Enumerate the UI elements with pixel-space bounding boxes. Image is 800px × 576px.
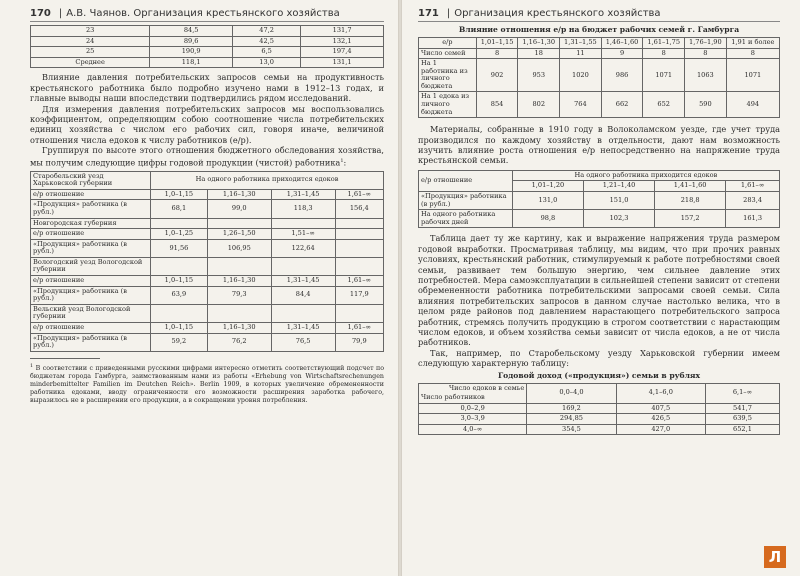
column-header: 6,1–∞	[705, 383, 779, 403]
empty-cell	[335, 304, 383, 322]
region-label: Новгородская губерния	[31, 218, 151, 229]
row-label: е/р отношение	[31, 189, 151, 200]
table-row	[31, 47, 384, 58]
table-cell: 84,5	[150, 26, 233, 37]
table-cell: 1,61–∞	[335, 276, 383, 287]
empty-cell	[271, 304, 335, 322]
left-page-number: 170	[30, 8, 51, 19]
table-cell: 118,1	[150, 57, 233, 68]
production-table	[30, 171, 384, 352]
table-cell: 151,0	[583, 191, 654, 209]
table-row	[31, 36, 384, 47]
empty-cell	[271, 257, 335, 275]
table-cell: 76,2	[207, 333, 271, 351]
table-row	[419, 414, 780, 425]
table-cell: 76,5	[271, 333, 335, 351]
table-cell: 662	[601, 92, 643, 118]
table-row	[419, 424, 780, 435]
table-row	[419, 191, 780, 209]
product-row	[31, 333, 384, 351]
table-cell: 84,4	[271, 286, 335, 304]
hamburg-table	[418, 37, 780, 118]
table-cell: 59,2	[151, 333, 208, 351]
column-header: 1,61–∞	[726, 181, 780, 192]
corner-top-label: Число едоков в семье	[449, 383, 525, 392]
table-header-row	[419, 38, 780, 49]
product-row	[31, 200, 384, 218]
row-label: е/р отношение	[419, 170, 513, 191]
table-corner	[31, 171, 151, 189]
right-book-title: Организация крестьянского хозяйства	[454, 8, 661, 19]
table-cell: 427,0	[616, 424, 705, 435]
table-row	[31, 26, 384, 37]
empty-cell	[207, 218, 271, 229]
table-cell: 11	[560, 48, 602, 59]
table-cell: 1063	[685, 59, 727, 92]
empty-cell	[271, 218, 335, 229]
volokolamsk-table	[418, 170, 780, 228]
column-header: 1,91 и более	[726, 38, 779, 49]
table-cell: 1,31–1,45	[271, 276, 335, 287]
table-cell: 63,9	[151, 286, 208, 304]
table-cell: 1,0–1,25	[151, 229, 208, 240]
table-cell: 1,61–∞	[335, 322, 383, 333]
table-cell: 169,2	[527, 403, 616, 414]
table-row	[419, 92, 780, 118]
table-cell: 1,16–1,30	[207, 276, 271, 287]
right-paragraph-3: Так, например, по Старобельскому уезду Харьковской губернии имеем следующую характерную таблицу:	[418, 347, 780, 369]
table-header-row	[419, 170, 780, 181]
table-cell: 9	[601, 48, 643, 59]
table-cell: 91,56	[151, 239, 208, 257]
table-cell: 407,5	[616, 403, 705, 414]
empty-cell	[335, 257, 383, 275]
left-running-header: 170 | А.В. Чаянов. Организация крестьянского хозяйства	[30, 8, 384, 22]
table-cell: 131,7	[301, 26, 384, 37]
footnote	[30, 362, 384, 406]
table-cell: 652,1	[705, 424, 779, 435]
left-book-title: Организация крестьянского хозяйства	[133, 8, 340, 19]
table-cell: 294,85	[527, 414, 616, 425]
table-corner	[419, 383, 527, 403]
column-header: 1,31–1,55	[560, 38, 602, 49]
product-row	[31, 286, 384, 304]
income-table	[418, 383, 780, 436]
table-cell: 639,5	[705, 414, 779, 425]
row-label: «Продукция» работника (в рубл.)	[31, 333, 151, 351]
table-header-row	[31, 171, 384, 189]
table-cell: 8	[476, 48, 518, 59]
footnote-rule	[30, 358, 100, 359]
table-cell: 1,0–1,15	[151, 322, 208, 333]
table-cell: 98,8	[512, 210, 583, 228]
table-cell: 1071	[643, 59, 685, 92]
empty-cell	[151, 257, 208, 275]
column-header: 1,16–1,30	[518, 38, 560, 49]
table-cell: 13,0	[233, 57, 301, 68]
table-cell: 902	[476, 59, 518, 92]
row-label: Число семей	[419, 48, 477, 59]
left-paragraph-2: Для измерения давления потребительских запросов мы воспользовались коэффициентом, определяющим собою соотношение числа потребительских единиц хозяйства с числом его рабочих сил, говоря иначе, величиной отношения числа едоков к числу работников (е/р).	[30, 103, 384, 145]
table-cell: 131,0	[512, 191, 583, 209]
table-cell: 986	[601, 59, 643, 92]
empty-cell	[151, 304, 208, 322]
table-cell: 89,6	[150, 36, 233, 47]
column-header: 1,21–1,40	[583, 181, 654, 192]
table-cell: 1,0–1,15	[151, 276, 208, 287]
region-row	[31, 218, 384, 229]
table-cell: 190,9	[150, 47, 233, 58]
column-header: 1,61–1,75	[643, 38, 685, 49]
table-cell: 1,16–1,30	[207, 189, 271, 200]
table-cell: 102,3	[583, 210, 654, 228]
table-cell: 23	[31, 26, 150, 37]
ratio-row	[31, 189, 384, 200]
table-cell: 47,2	[233, 26, 301, 37]
table-cell: 494	[726, 92, 779, 118]
column-header: 1,76–1,90	[685, 38, 727, 49]
table-cell: 68,1	[151, 200, 208, 218]
table-cell: 156,4	[335, 200, 383, 218]
table-cell: 1,26–1,50	[207, 229, 271, 240]
row-label: 3,0–3,9	[419, 414, 527, 425]
row-label: «Продукция» работника (в рубл.)	[419, 191, 513, 209]
empty-cell	[207, 257, 271, 275]
table-cell: 79,9	[335, 333, 383, 351]
top-table	[30, 25, 384, 68]
right-page-number: 171	[418, 8, 439, 19]
table-row	[419, 403, 780, 414]
table-cell: 218,8	[655, 191, 726, 209]
table-cell: 157,2	[655, 210, 726, 228]
row-label: «Продукция» работника (в рубл.)	[31, 286, 151, 304]
table-cell: 197,4	[301, 47, 384, 58]
right-running-header: 171 | Организация крестьянского хозяйства	[418, 8, 780, 22]
column-header: 1,01–1,20	[512, 181, 583, 192]
table-cell: 426,5	[616, 414, 705, 425]
table-row	[419, 59, 780, 92]
column-header: 1,41–1,60	[655, 181, 726, 192]
table-cell: 132,1	[301, 36, 384, 47]
table-cell: 8	[726, 48, 779, 59]
table-cell: 802	[518, 92, 560, 118]
left-paragraph-1: Влияние давления потребительских запросов семьи на продуктивность крестьянского работника было подробно изучено нами в 1912–13 годах, и главные выводы наши впоследствии подтвердились рядом исследований.	[30, 72, 384, 104]
column-header: 1,46–1,60	[601, 38, 643, 49]
table-cell: Среднее	[31, 57, 150, 68]
product-row	[31, 239, 384, 257]
table-cell: 1,61–∞	[335, 189, 383, 200]
region-label: Старобельский уезд Харьковской губернии	[33, 171, 113, 188]
region-row	[31, 304, 384, 322]
row-label: На 1 работника из личного бюджета	[419, 59, 477, 92]
region-label: Вологодский уезд Вологодской губернии	[31, 257, 151, 275]
author-name: А.В. Чаянов.	[66, 8, 131, 19]
table-cell: 79,3	[207, 286, 271, 304]
region-label: Вельский уезд Вологодской губернии	[31, 304, 151, 322]
ratio-row	[31, 276, 384, 287]
publisher-logo: Л	[764, 546, 786, 568]
table-cell: 1071	[726, 59, 779, 92]
table-cell: 541,7	[705, 403, 779, 414]
table-cell	[335, 239, 383, 257]
table-cell: 118,3	[271, 200, 335, 218]
table-cell: 1,16–1,30	[207, 322, 271, 333]
ratio-row	[31, 229, 384, 240]
table-cell: 18	[518, 48, 560, 59]
footnote-text: В соответствии с приведенными русскими цифрами интересно отметить соответствующий подсчет по бюджетам города Гамбурга, заимствованным нами из работы «Erhebung von Wirtschaftsrechenungen minderbemittelter Familien im Deutchen Reich». Berlin 1909, в которых увеличение обремененности работника едоками, вводу ограниченности его возможности расширения заработка рабочего, выразилось не в расширении его продукции, а в сокращении уровня потребления.	[30, 364, 384, 405]
ratio-row	[31, 322, 384, 333]
table-cell: 122,64	[271, 239, 335, 257]
left-paragraph-3-text: Группируя по высоте этого отношения бюджетного обследования хозяйства, мы получим следующие цифры годовой продукции (чистой) работника	[30, 145, 384, 168]
column-header: 1,01–1,15	[476, 38, 518, 49]
table-cell: 99,0	[207, 200, 271, 218]
row-label: е/р	[419, 38, 477, 49]
table-cell: 131,1	[301, 57, 384, 68]
footnote-mark: 1	[30, 362, 34, 369]
table-cell: 854	[476, 92, 518, 118]
row-label: е/р отношение	[31, 229, 151, 240]
row-label: 0,0–2,9	[419, 403, 527, 414]
column-header: 4,1–6,0	[616, 383, 705, 403]
table-cell: 8	[643, 48, 685, 59]
table-row	[31, 57, 384, 68]
table-cell: 953	[518, 59, 560, 92]
table-cell: 24	[31, 36, 150, 47]
right-paragraph-2: Таблица дает ту же картину, как и выражение напряжения труда размером годовой выработки. Просматривая таблицу, мы видим, что при прочих равных условиях, крестьянский работник, стимулируемый к работе потребностями своей семьи, развивает тем большую энергию, чем сильнее давление этих потребностей. Мера самоэксплуатации в сильнейшей степени зависит от степени обремененности работника потребительскими запросами своей семьи. Сила влияния потребительских запросов в данном случае настолько велика, что в целом ряде районов под давлением нарастающего потребительского запроса работник, стремясь получить продукцию в строгом соответствии с нарастающим числом едоков, и объем хозяйства семьи зависит от числа едоков, а не от числа работников.	[418, 233, 780, 348]
table-cell: 106,95	[207, 239, 271, 257]
hamburg-table-title: Влияние отношения е/р на бюджет рабочих семей г. Гамбурга	[458, 25, 740, 34]
left-page	[0, 0, 398, 576]
row-label: «Продукция» работника (в рубл.)	[31, 200, 151, 218]
table-cell: 590	[685, 92, 727, 118]
region-row	[31, 257, 384, 275]
row-label: «Продукция» работника (в рубл.)	[31, 239, 151, 257]
right-paragraph-1: Материалы, собранные в 1910 году в Волоколамском уезде, где учет труда производился по каждому хозяйству в отдельности, дают нам возможность изучить влияние роста отношения е/р непосредственно на напряжение труда крестьянской семьи.	[418, 124, 780, 166]
table-cell: 8	[685, 48, 727, 59]
table-cell: 42,5	[233, 36, 301, 47]
table-row	[419, 48, 780, 59]
income-table-title: Годовой доход («продукция») семьи в рублях	[497, 370, 701, 380]
table-cell: 6,5	[233, 47, 301, 58]
row-label: На 1 едока из личного бюджета	[419, 92, 477, 118]
table-cell: 354,5	[527, 424, 616, 435]
row-label: е/р отношение	[31, 276, 151, 287]
empty-cell	[207, 304, 271, 322]
row-label: 4,0–∞	[419, 424, 527, 435]
column-header: На одного работника приходится едоков	[512, 170, 779, 181]
corner-bottom-label: Число работников	[421, 393, 485, 402]
table-cell: 283,4	[726, 191, 780, 209]
table-cell: 1020	[560, 59, 602, 92]
table-cell: 764	[560, 92, 602, 118]
table-cell: 117,9	[335, 286, 383, 304]
table-cell: 161,3	[726, 210, 780, 228]
table-cell	[335, 229, 383, 240]
row-label: е/р отношение	[31, 322, 151, 333]
table-cell: 1,31–1,45	[271, 189, 335, 200]
table-row	[419, 210, 780, 228]
footnote-ref: 1	[340, 157, 344, 164]
left-paragraph-3: Группируя по высоте этого отношения бюджетного обследования хозяйства, мы получим следующие цифры годовой продукции (чистой) работника$^1$:	[30, 145, 384, 168]
column-header: На одного работника приходится едоков	[151, 171, 384, 189]
column-header: 0,0–4,0	[527, 383, 616, 403]
row-label: На одного работника рабочих дней	[419, 210, 513, 228]
right-page	[402, 0, 800, 576]
table-cell: 1,31–1,45	[271, 322, 335, 333]
table-header-row	[419, 383, 780, 403]
table-cell: 1,51–∞	[271, 229, 335, 240]
table-cell: 25	[31, 47, 150, 58]
table-cell: 1,0–1,15	[151, 189, 208, 200]
empty-cell	[335, 218, 383, 229]
table-cell: 652	[643, 92, 685, 118]
empty-cell	[151, 218, 208, 229]
